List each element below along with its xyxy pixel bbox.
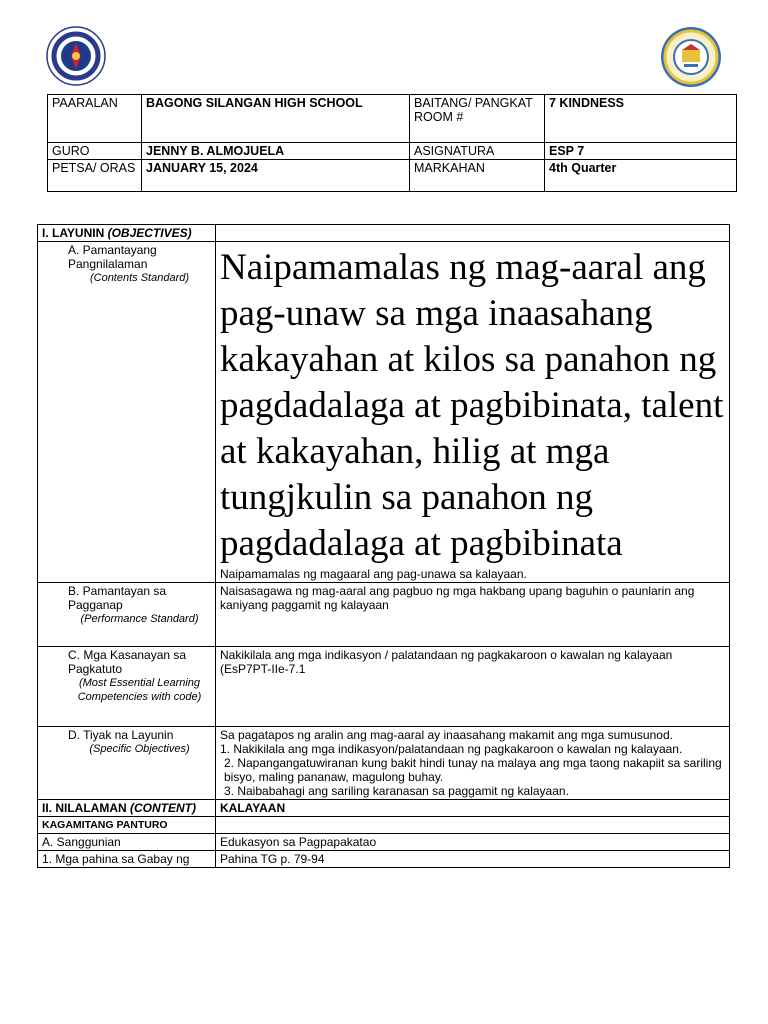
quarter-value: 4th Quarter [545,160,737,192]
content-head-row [38,800,730,817]
reference-value: Edukasyon sa Pagpapakatao [216,834,730,851]
objectives-head-row [38,225,730,242]
performance-standard-label: B. Pamantayan sa Pagganap (Performance Standard) [38,583,216,647]
info-table [47,94,737,192]
specific-objective-item: 1. Nakikilala ang mga indikasyon/palatandaan ng pagkakaroon o kawalan ng kalayaan. [220,742,683,756]
subject-value: ESP 7 [545,143,737,160]
lesson-plan-table [37,224,730,868]
competencies-value: Nakikilala ang mga indikasyon / palatandaan ng pagkakaroon o kawalan ng kalayaan (EsP7PT-IIe-7.1 [216,647,730,727]
school-seal-logo [660,26,722,88]
info-row-school [48,95,737,143]
specific-objectives-value [216,727,730,800]
performance-standard-row [38,583,730,647]
specific-objectives-row [38,727,730,800]
subject-label: ASIGNATURA [410,143,545,160]
materials-head-row [38,817,730,834]
info-row-date [48,160,737,192]
teacher-guide-row [38,851,730,868]
reference-label: A. Sanggunian [38,834,216,851]
teacher-guide-label: 1. Mga pahina sa Gabay ng [38,851,216,868]
competencies-label: C. Mga Kasanayan sa Pagkatuto (Most Essential Learning Competencies with code) [38,647,216,727]
content-standard-small-text: Naipamamalas ng magaaral ang pag-unawa sa kalayaan. [220,567,527,581]
content-standard-big-text: Naipamamalas ng mag-aaral ang pag-unaw sa mga inaasahang kakayahan at kilos sa panahon ng pagdadalaga at pagbibinata, talent at kakayahan, hilig at mga tungjkulin sa panahon ng pagdadalaga at pagbibinata [220,247,724,564]
content-standard-row [38,242,730,583]
quarter-label: MARKAHAN [410,160,545,192]
content-standard-value [216,242,730,583]
content-standard-label: A. Pamantayang Pangnilalaman (Contents Standard) [38,242,216,583]
grade-value: 7 KINDNESS [545,95,737,143]
info-row-teacher [48,143,737,160]
specific-objective-item: 3. Naibabahagi ang sariling karanasan sa paggamit ng kalayaan. [224,784,569,798]
teacher-value: JENNY B. ALMOJUELA [142,143,410,160]
deped-seal-logo [46,26,106,86]
school-label: PAARALAN [48,95,142,143]
reference-row [38,834,730,851]
specific-objectives-intro: Sa pagatapos ng aralin ang mag-aaral ay inaasahang makamit ang mga sumusunod. [220,728,673,742]
specific-objective-item: 2. Napangangatuwiranan kung bakit hindi tunay na malaya ang mga taong nakapiit sa sariling bisyo, maling pananaw, magulong buhay. [224,756,722,784]
date-label: PETSA/ ORAS [48,160,142,192]
grade-label: BAITANG/ PANGKAT ROOM # [410,95,545,143]
performance-standard-value: Naisasagawa ng mag-aaral ang pagbuo ng mga hakbang upang baguhin o paunlarin ang kaniyang paggamit ng kalayaan [216,583,730,647]
specific-objectives-label: D. Tiyak na Layunin (Specific Objectives) [38,727,216,800]
teacher-guide-value: Pahina TG p. 79-94 [216,851,730,868]
date-value: JANUARY 15, 2024 [142,160,410,192]
content-value: KALAYAAN [216,800,730,817]
content-head: II. NILALAMAN (CONTENT) [38,800,216,817]
teacher-label: GURO [48,143,142,160]
competencies-row [38,647,730,727]
school-value: BAGONG SILANGAN HIGH SCHOOL [142,95,410,143]
objectives-head: I. LAYUNIN (OBJECTIVES) [38,225,216,242]
materials-head: KAGAMITANG PANTURO [38,817,216,834]
